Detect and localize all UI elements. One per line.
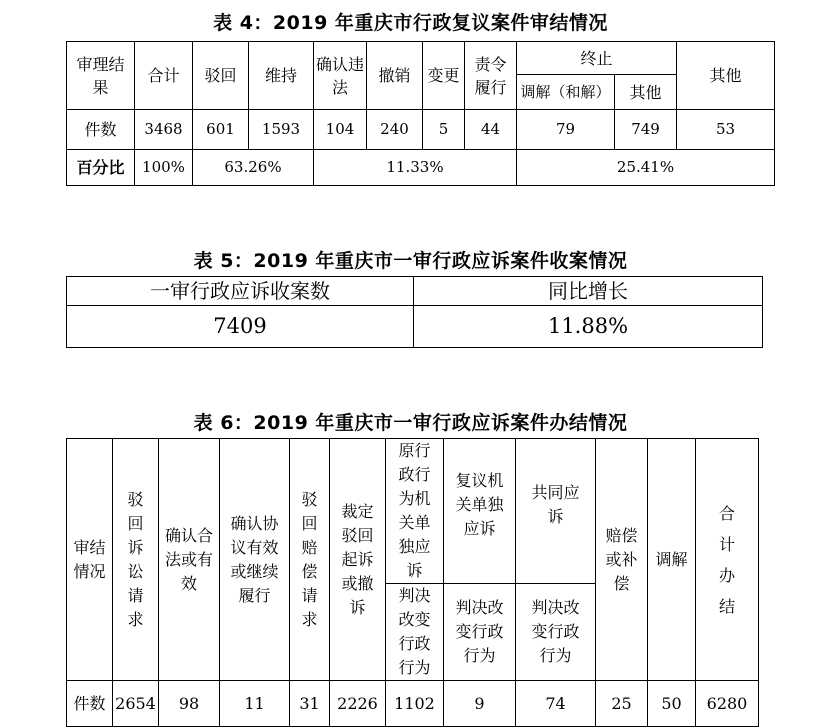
t6-header-original-agency: 原行政行为机关单独应诉 [386, 439, 444, 584]
t5-value-cases: 7409 [67, 306, 414, 348]
t4-percent-label: 百分比 [67, 150, 135, 186]
table5-title: 表 5：2019 年重庆市一审行政应诉案件收案情况 [193, 250, 628, 272]
t6-count-cell: 50 [648, 681, 696, 727]
t4-count-cell: 601 [193, 110, 249, 150]
t6-header-mediation: 调解 [648, 439, 696, 681]
t6-count-label: 件数 [67, 681, 113, 727]
t4-percent-group1: 63.26% [193, 150, 314, 186]
t6-count-cell: 2226 [330, 681, 386, 727]
t4-count-cell: 44 [465, 110, 517, 150]
t6-header-status: 审结情况 [67, 439, 113, 681]
t4-header-changed: 变更 [423, 42, 465, 110]
table6-title: 表 6：2019 年重庆市一审行政应诉案件办结情况 [193, 412, 628, 434]
t4-header-terminated: 终止 [517, 42, 677, 75]
table4 [66, 41, 775, 186]
t4-percent-group3: 25.41% [517, 150, 775, 186]
t4-header-ordered-perform: 责令履行 [465, 42, 517, 110]
t5-header-growth: 同比增长 [414, 277, 763, 306]
t6-header-compensation: 赔偿或补偿 [596, 439, 648, 681]
t6-count-cell: 74 [516, 681, 596, 727]
t5-header-cases: 一审行政应诉收案数 [67, 277, 414, 306]
t6-header-reject-claim: 驳回诉讼请求 [113, 439, 159, 681]
t6-header-judgment-change: 判决改变行政行为 [444, 584, 516, 681]
t4-header-total: 合计 [135, 42, 193, 110]
t4-header-confirmed-illegal: 确认违法 [314, 42, 367, 110]
t4-count-cell: 749 [615, 110, 677, 150]
table5 [66, 276, 763, 348]
t4-header-upheld: 维持 [249, 42, 314, 110]
t6-header-total: 合计办结 [696, 439, 759, 681]
t4-count-label: 件数 [67, 110, 135, 150]
t4-header-other-terminated: 其他 [615, 75, 677, 110]
t4-percent-total: 100% [135, 150, 193, 186]
t6-count-cell: 1102 [386, 681, 444, 727]
t4-header-rejected: 驳回 [193, 42, 249, 110]
t6-count-cell: 9 [444, 681, 516, 727]
t6-header-judgment-change: 判决改变行政行为 [386, 584, 444, 681]
t6-count-cell: 31 [290, 681, 330, 727]
t6-count-cell: 11 [220, 681, 290, 727]
t4-count-cell: 5 [423, 110, 465, 150]
t6-header-confirm-legal: 确认合法或有效 [159, 439, 220, 681]
t6-count-cell: 2654 [113, 681, 159, 727]
t6-header-reconsider-agency: 复议机关单独应诉 [444, 439, 516, 584]
t4-header-revoked: 撤销 [367, 42, 423, 110]
table4-title: 表 4：2019 年重庆市行政复议案件审结情况 [213, 12, 608, 34]
t6-header-judgment-change: 判决改变行政行为 [516, 584, 596, 681]
t4-percent-group2: 11.33% [314, 150, 517, 186]
t4-count-cell: 53 [677, 110, 775, 150]
t4-count-cell: 104 [314, 110, 367, 150]
t4-count-cell: 3468 [135, 110, 193, 150]
t6-count-cell: 98 [159, 681, 220, 727]
t6-header-joint: 共同应诉 [516, 439, 596, 584]
t4-count-cell: 240 [367, 110, 423, 150]
t5-value-growth: 11.88% [414, 306, 763, 348]
t4-header-result: 审理结果 [67, 42, 135, 110]
t6-header-confirm-agreement: 确认协议有效或继续履行 [220, 439, 290, 681]
t6-header-reject-compensation: 驳回赔偿请求 [290, 439, 330, 681]
t6-header-dismiss: 裁定驳回起诉或撤诉 [330, 439, 386, 681]
t4-count-cell: 79 [517, 110, 615, 150]
t4-count-cell: 1593 [249, 110, 314, 150]
t6-count-cell: 25 [596, 681, 648, 727]
t4-header-mediation: 调解（和解） [517, 75, 615, 110]
t6-count-cell: 6280 [696, 681, 759, 727]
table6 [66, 438, 759, 727]
t4-header-others: 其他 [677, 42, 775, 110]
